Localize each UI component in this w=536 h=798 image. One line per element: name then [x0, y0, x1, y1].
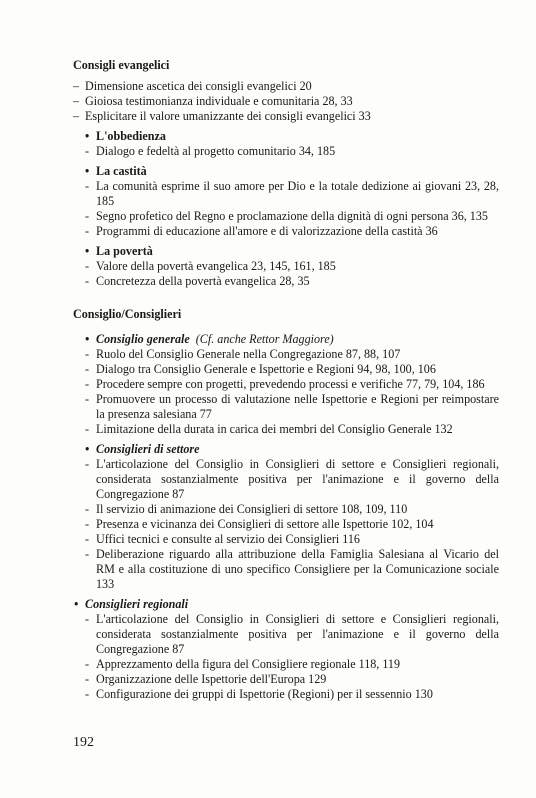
list-item: - La comunità esprime il suo amore per Dio e la totale dedizione ai giovani 23, 28, 185: [73, 179, 499, 209]
list-item: - Segno profetico del Regno e proclamazione della dignità di ogni persona 36, 135: [73, 209, 499, 224]
list-item: - Il servizio di animazione dei Consiglieri di settore 108, 109, 110: [73, 502, 499, 517]
subheading-obbedienza: • L'obbedienza: [73, 129, 499, 144]
section-title-consiglio-consiglieri: Consiglio/Consiglieri: [73, 307, 182, 321]
list-item: - Organizzazione delle Ispettorie dell'Europa 129: [73, 672, 499, 687]
subheading-consiglieri-di-settore: • Consiglieri di settore: [73, 442, 499, 457]
section-title-consigli-evangelici: Consigli evangelici: [73, 58, 170, 72]
list-item: - Dialogo e fedeltà al progetto comunitario 34, 185: [73, 144, 499, 159]
subheading-label: Consiglio generale: [96, 332, 190, 346]
list-item: - Deliberazione riguardo alla attribuzione della Famiglia Salesiana al Vicario del RM e alla costituzione di uno specifico Consigliere per la Comunicazione sociale 133: [73, 547, 499, 592]
list-item: - Apprezzamento della figura del Consigliere regionale 118, 119: [73, 657, 499, 672]
list-item: - Uffici tecnici e consulte al servizio dei Consiglieri 116: [73, 532, 499, 547]
subheading-castita: • La castità: [73, 164, 499, 179]
list-item: - Presenza e vicinanza dei Consiglieri di settore alle Ispettorie 102, 104: [73, 517, 499, 532]
subheading-consiglio-generale: [73, 332, 499, 347]
list-item: - Procedere sempre con progetti, prevedendo processi e verifiche 77, 79, 104, 186: [73, 377, 499, 392]
list-item: - Ruolo del Consiglio Generale nella Congregazione 87, 88, 107: [73, 347, 499, 362]
list-item: – Esplicitare il valore umanizzante dei consigli evangelici 33: [73, 109, 499, 124]
subheading-poverta: • La povertà: [73, 244, 499, 259]
cross-reference-note: (Cf. anche Rettor Maggiore): [195, 332, 334, 346]
list-item: - Configurazione dei gruppi di Ispettorie (Regioni) per il sessennio 130: [73, 687, 499, 702]
list-item: - L'articolazione del Consiglio in Consiglieri di settore e Consiglieri regionali, considerata sostanzialmente positiva per l'animazione e il governo della Congregazione 87: [73, 612, 499, 657]
list-item: - Dialogo tra Consiglio Generale e Ispettorie e Regioni 94, 98, 100, 106: [73, 362, 499, 377]
list-item: – Dimensione ascetica dei consigli evangelici 20: [73, 79, 499, 94]
subheading-consiglieri-regionali: • Consiglieri regionali: [73, 597, 499, 612]
list-item: – Gioiosa testimonianza individuale e comunitaria 28, 33: [73, 94, 499, 109]
list-item: - L'articolazione del Consiglio in Consiglieri di settore e Consiglieri regionali, considerata sostanzialmente positiva per l'animazione e il governo della Congregazione 87: [73, 457, 499, 502]
list-item: - Valore della povertà evangelica 23, 145, 161, 185: [73, 259, 499, 274]
list-item: - Concretezza della povertà evangelica 28, 35: [73, 274, 499, 289]
list-item: - Limitazione della durata in carica dei membri del Consiglio Generale 132: [73, 422, 499, 437]
page-number: 192: [73, 735, 94, 750]
list-item: - Promuovere un processo di valutazione nelle Ispettorie e Regioni per reimpostare la presenza salesiana 77: [73, 392, 499, 422]
index-page: [73, 58, 499, 702]
list-item: - Programmi di educazione all'amore e di valorizzazione della castità 36: [73, 224, 499, 239]
